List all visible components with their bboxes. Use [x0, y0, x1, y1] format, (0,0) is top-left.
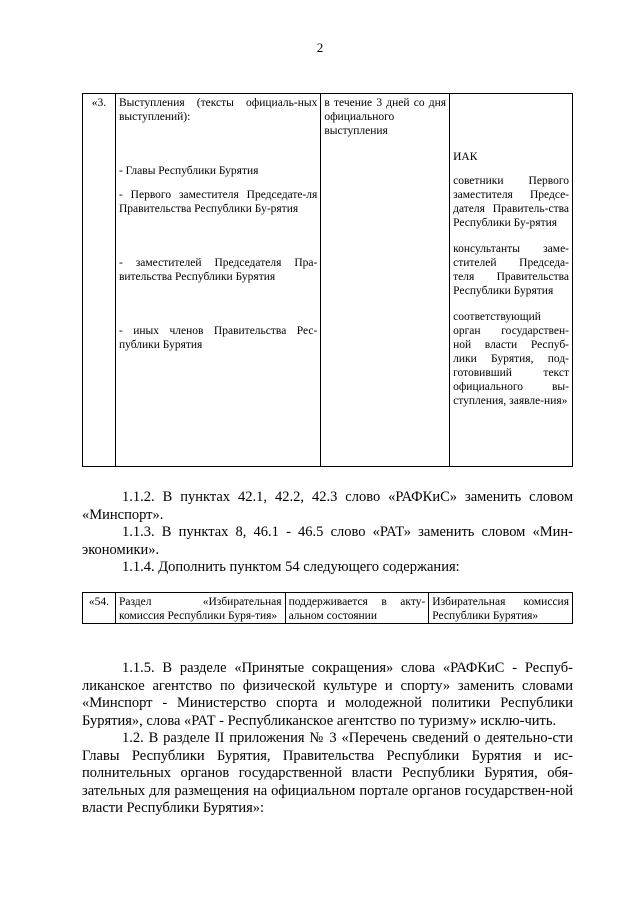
responsible-cell: Избирательная комиссия Республики Бурятия» [429, 593, 573, 624]
item-54-table [82, 592, 573, 624]
amendments-text [82, 489, 573, 577]
paragraph: 1.1.3. В пунктах 8, 46.1 - 46.5 слово «РАТ» заменить словом «Мин-экономики». [82, 524, 573, 558]
status-cell: поддерживается в акту-альном состоянии [285, 593, 429, 624]
document-type-cell [115, 94, 320, 467]
responsible-cell [450, 94, 573, 467]
section-cell: Раздел «Избирательная комиссия Республики Буря-тия» [115, 593, 285, 624]
list-item: ИАК [453, 151, 478, 163]
list-item: соответствующий орган государствен-ной власти Респуб-лики Бурятия, под-готовивший текст официального вы-ступления, заявле-ния» [453, 311, 569, 407]
list-item: - иных членов Правительства Рес-публики Бурятия [118, 325, 318, 351]
list-item: - заместителей Председателя Пра-вительства Республики Бурятия [118, 257, 318, 283]
table-row [83, 593, 573, 624]
paragraph: 1.1.4. Дополнить пунктом 54 следующего содержания: [122, 559, 460, 575]
list-item: - Главы Республики Бурятия [118, 165, 259, 177]
row-number: «54. [83, 593, 116, 624]
amendments-text-2 [82, 660, 573, 818]
list-item: советники Первого заместителя Предсе-дателя Правитель-ства Республики Бу-рятия [453, 175, 569, 229]
cell-heading: Выступления (тексты официаль-ных выступлений): [118, 97, 318, 123]
documents-table [82, 93, 573, 467]
page-number: 2 [316, 40, 324, 55]
paragraph: 1.1.2. В пунктах 42.1, 42.2, 42.3 слово «РАФКиС» заменить словом «Минспорт». [82, 489, 573, 523]
paragraph: 1.2. В разделе II приложения № 3 «Перечень сведений о деятельно-сти Главы Республики Бурятия, Правительства Республики Бурятия и ис-полнительных органов государственной власти Республики Бурятия, обя-зательных для размещения на официальном портале органов государствен-ной власти Республики Бурятия»: [82, 730, 573, 816]
paragraph: 1.1.5. В разделе «Принятые сокращения» слова «РАФКиС - Респуб-ликанское агентство по физической культуре и спорту» заменить словами «Минспорт - Министерство спорта и молодежной политики Республики Бурятия», слова «РАТ - Республиканское агентство по туризму» исклю-чить. [82, 660, 573, 729]
deadline-cell: в течение 3 дней со дня официального выступления [321, 94, 450, 467]
list-item: - Первого заместителя Председате-ля Правительства Республики Бу-рятия [118, 189, 318, 215]
row-number: «3. [83, 94, 116, 467]
list-item: консультанты заме-стителей Председа-теля Правительства Республики Бурятия [453, 243, 569, 297]
table-row [83, 94, 573, 467]
